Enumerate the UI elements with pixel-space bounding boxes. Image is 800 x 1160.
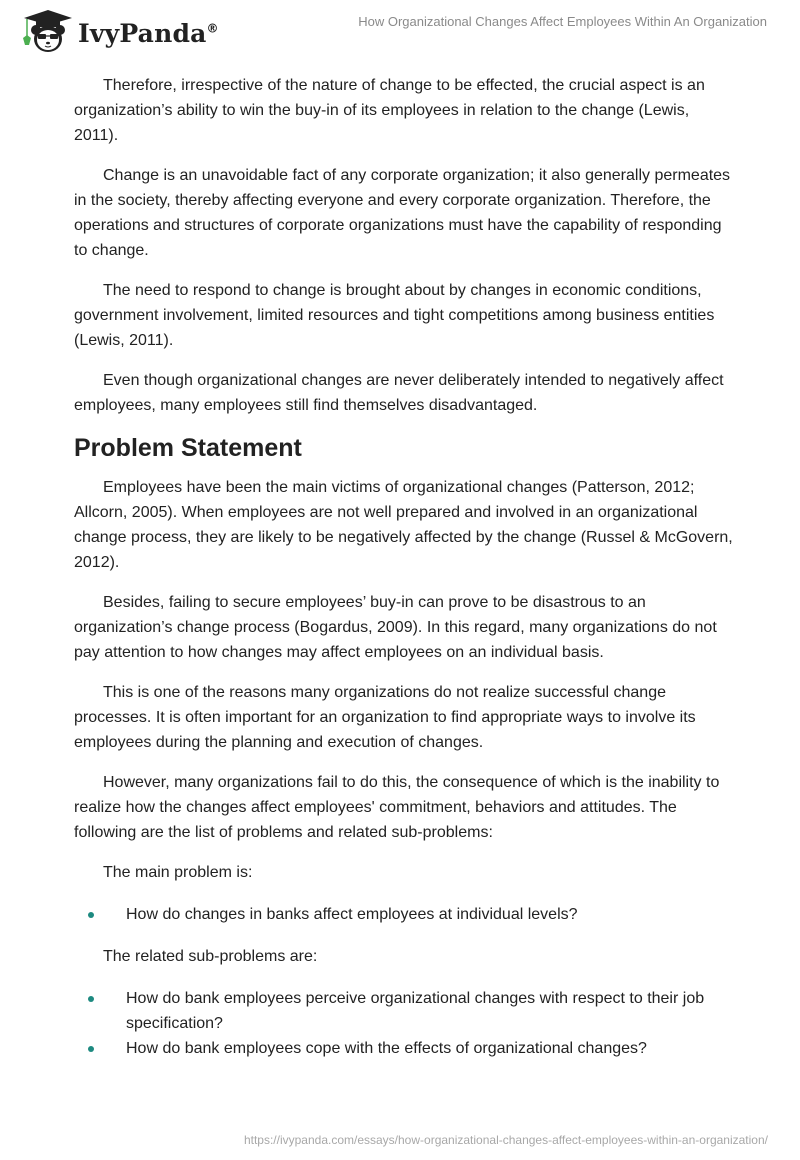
sub-problem-list xyxy=(74,986,734,1061)
list-item xyxy=(74,902,734,927)
paragraph: Therefore, irrespective of the nature of change to be effected, the crucial aspect is an organization’s ability to win the buy-in of its employees in relation to the change (Lewis, 2011). xyxy=(74,77,705,144)
paragraph: Change is an unavoidable fact of any corporate organization; it also generally permeates in the society, thereby affecting everyone and every corporate organization. Therefore, the operations and structures of corporate organizations must have the capability of responding to change. xyxy=(74,167,731,259)
paragraph: The need to respond to change is brought about by changes in economic conditions, government involvement, limited resources and tight competitions among business entities (Lewis, 2011). xyxy=(74,282,715,349)
paragraph: Even though organizational changes are never deliberately intended to negatively affect employees, many employees still find themselves disadvantaged. xyxy=(74,372,724,414)
brand-name xyxy=(78,19,219,48)
list-item-text: How do bank employees cope with the effects of organizational changes? xyxy=(126,1040,647,1057)
source-url-link[interactable]: https://ivypanda.com/essays/how-organizational-changes-affect-employees-within-an-organization/ xyxy=(243,1133,768,1147)
brand-logo[interactable] xyxy=(18,8,219,54)
document-title: How Organizational Changes Affect Employees Within An Organization xyxy=(358,14,767,29)
paragraph: However, many organizations fail to do this, the consequence of which is the inability to realize how the changes affect employees' commitment, behaviors and attitudes. The following are the list of problems and related sub-problems: xyxy=(74,774,720,841)
panda-graduate-icon xyxy=(18,8,74,54)
list-item-text: How do changes in banks affect employees at individual levels? xyxy=(126,906,578,923)
list-item xyxy=(74,1036,734,1061)
paragraph: Besides, failing to secure employees’ buy-in can prove to be disastrous to an organization’s change process (Bogardus, 2009). In this regard, many organizations do not pay attention to how changes may affect employees on an individual basis. xyxy=(74,594,717,661)
paragraph: This is one of the reasons many organizations do not realize successful change processes. It is often important for an organization to find appropriate ways to involve its employees during the planning and execution of changes. xyxy=(74,684,696,751)
paragraph: Employees have been the main victims of organizational changes (Patterson, 2012; Allcorn, 2005). When employees are not well prepared and involved in an organizational change process, they are likely to be negatively affected by the change (Russel & McGovern, 2012). xyxy=(74,479,733,571)
bullet-icon xyxy=(88,912,94,918)
bullet-icon xyxy=(88,996,94,1002)
sub-problems-label: The related sub-problems are: xyxy=(103,948,318,965)
list-item-text: How do bank employees perceive organizational changes with respect to their job specification? xyxy=(126,990,705,1032)
main-problem-label: The main problem is: xyxy=(103,864,253,881)
registered-mark: ® xyxy=(206,21,219,36)
brand-name-text: IvyPanda xyxy=(78,18,207,48)
page-header xyxy=(0,0,800,60)
bullet-icon xyxy=(88,1046,94,1052)
section-heading: Problem Statement xyxy=(74,434,302,462)
list-item xyxy=(74,986,734,1036)
article-body xyxy=(74,73,734,1078)
main-problem-list xyxy=(74,902,734,927)
